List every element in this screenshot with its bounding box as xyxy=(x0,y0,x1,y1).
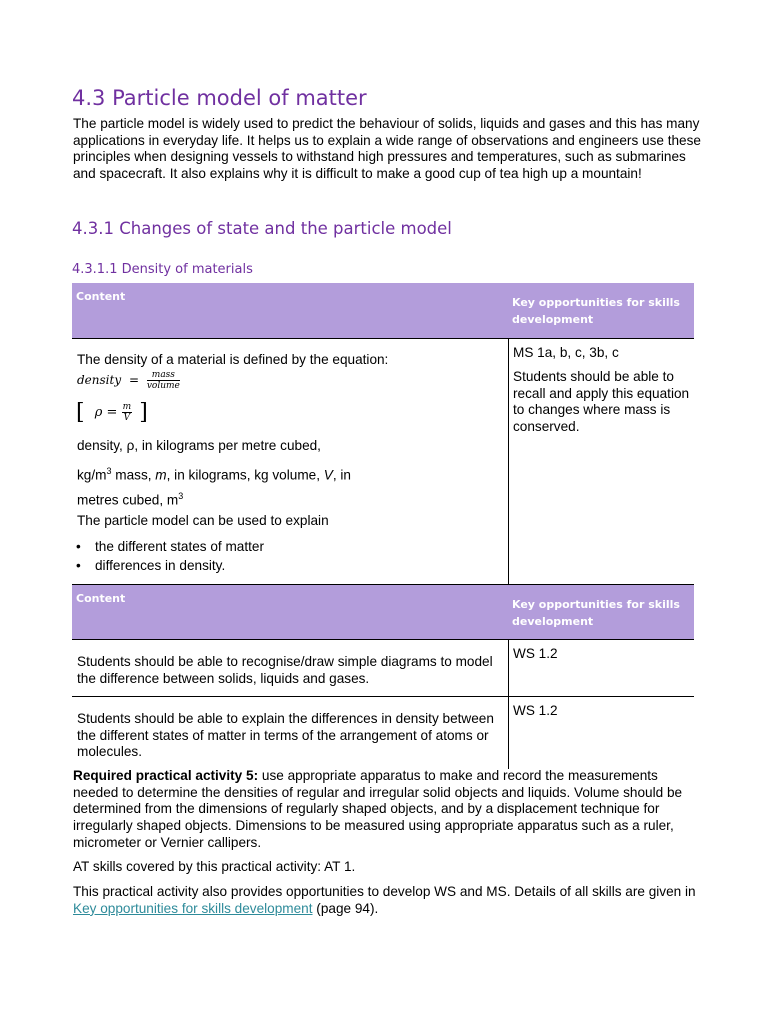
skills-code-ms: MS 1a, b, c, 3b, c xyxy=(513,345,619,360)
row2-content: Students should be able to recognise/draw simple diagrams to model the difference between solids, liquids and gases. xyxy=(77,654,493,686)
header-skills-label: Key opportunities for skills development xyxy=(512,598,680,628)
subsubsection-title: 4.3.1.1 Density of materials xyxy=(72,262,253,277)
particle-model-explain: The particle model can be used to explain xyxy=(77,513,329,528)
header-content-label: Content xyxy=(76,592,126,605)
skills-text: Students should be able to recall and apply this equation to changes where mass is conserved. xyxy=(513,369,690,435)
row3-content: Students should be able to explain the differences in density between the different states of matter in terms of the arrangement of atoms or molecules. xyxy=(77,711,494,760)
table-column-divider xyxy=(508,338,509,584)
required-practical-paragraph: Required practical activity 5: use appropriate apparatus to make and record the measurements needed to determine the densities of regular and irregular solid objects and liquids. Volume should be determined from the dimensions of regularly shaped objects, and by a displacement technique for irregularly shaped objects. Dimensions to be measured using appropriate apparatus such as a ruler, micrometer or Vernier callipers. xyxy=(73,768,683,850)
header-content-label: Content xyxy=(76,290,126,303)
section-title: 4.3 Particle model of matter xyxy=(72,86,367,110)
header-skills-label: Key opportunities for skills development xyxy=(512,296,680,326)
table-header xyxy=(72,283,694,338)
density-intro: The density of a material is defined by the equation: xyxy=(77,352,389,367)
at-skills-line: AT skills covered by this practical activity: AT 1. xyxy=(73,859,356,874)
density-symbol-equation: [ ρ = $\frac{m}{V}$ ] xyxy=(76,400,148,425)
metres-cubed-line: metres cubed, $m^3$ xyxy=(77,491,184,508)
list-item: differences in density. xyxy=(95,558,226,573)
subsection-title: 4.3.1 Changes of state and the particle model xyxy=(72,219,452,238)
skills-development-link[interactable]: Key opportunities for skills development xyxy=(73,900,313,916)
row2-skills: WS 1.2 xyxy=(513,646,558,661)
bullet-1: • xyxy=(76,539,81,554)
required-practical-label: Required practical activity 5: xyxy=(73,768,259,783)
table-divider xyxy=(72,338,694,339)
density-units-line: density, ρ, in kilograms per metre cubed, xyxy=(77,438,321,453)
opportunities-paragraph: This practical activity also provides opportunities to develop WS and MS. Details of all skills are given in Key opportunities for skills development (page 94). xyxy=(73,884,696,916)
row3-skills: WS 1.2 xyxy=(513,703,558,718)
table-divider xyxy=(72,696,694,697)
table-divider xyxy=(72,639,694,640)
section-intro: The particle model is widely used to predict the behaviour of solids, liquids and gases and this has many applications in everyday life. It helps us to explain a wide range of observations and engineers use these principles when designing vessels to withstand high pressures and temperatures, such as submarines and spacecraft. It also explains why it is difficult to make a good cup of tea high up a mountain! xyxy=(73,116,701,182)
table-column-divider xyxy=(508,639,509,769)
table-header xyxy=(72,585,694,639)
mass-volume-units-line: $kg/m^3$ mass, m, in kilograms, kg volume, V, in xyxy=(77,466,351,483)
list-item: the different states of matter xyxy=(95,539,265,554)
density-equation: density = $\frac{\text{mass}}{\text{volume}}$ xyxy=(77,370,180,391)
bullet-2: • xyxy=(76,558,81,573)
